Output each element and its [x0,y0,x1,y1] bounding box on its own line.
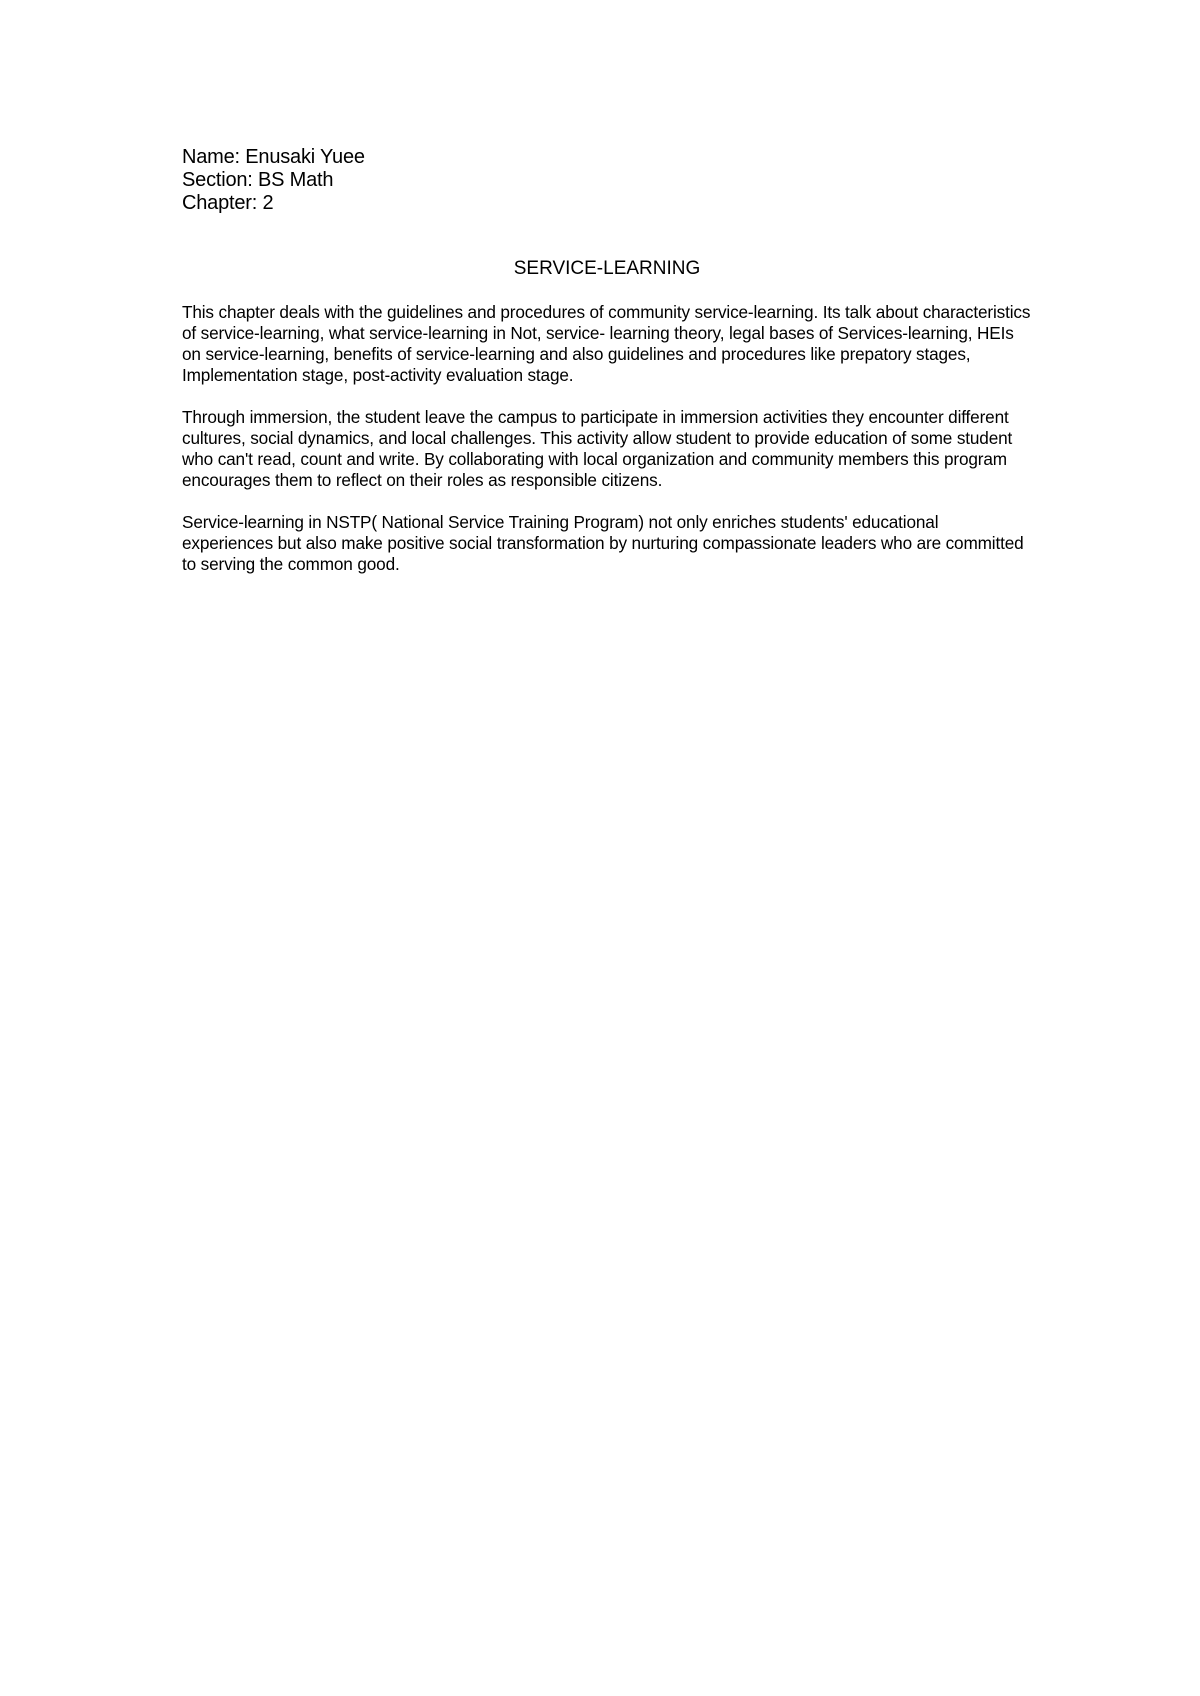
student-section: Section: BS Math [182,169,334,191]
document-content [182,146,1032,575]
student-name: Name: Enusaki Yuee [182,146,365,168]
student-info [182,146,1032,215]
document-title: SERVICE-LEARNING [513,258,701,279]
chapter-number: Chapter: 2 [182,192,274,214]
paragraph-immersion: Through immersion, the student leave the campus to participate in immersion activities they encounter different cultures, social dynamics, and local challenges. This activity allow student to provide education of some student who can't read, count and write. By collaborating with local organization and community members this program encourages them to reflect on their roles as responsible citizens. [182,407,1013,490]
paragraph-summary: This chapter deals with the guidelines and procedures of community service-learning. Its talk about characteristics of service-learning, what service-learning in Not, service- learning theory, legal bases of Services-learning, HEIs on service-learning, benefits of service-learning and also guidelines and procedures like prepatory stages, Implementation stage, post-activity evaluation stage. [182,302,1031,385]
paragraph-nstp: Service-learning in NSTP( National Service Training Program) not only enriches students' educational experiences but also make positive social transformation by nurturing compassionate leaders who are committed to serving the common good. [182,512,1024,574]
